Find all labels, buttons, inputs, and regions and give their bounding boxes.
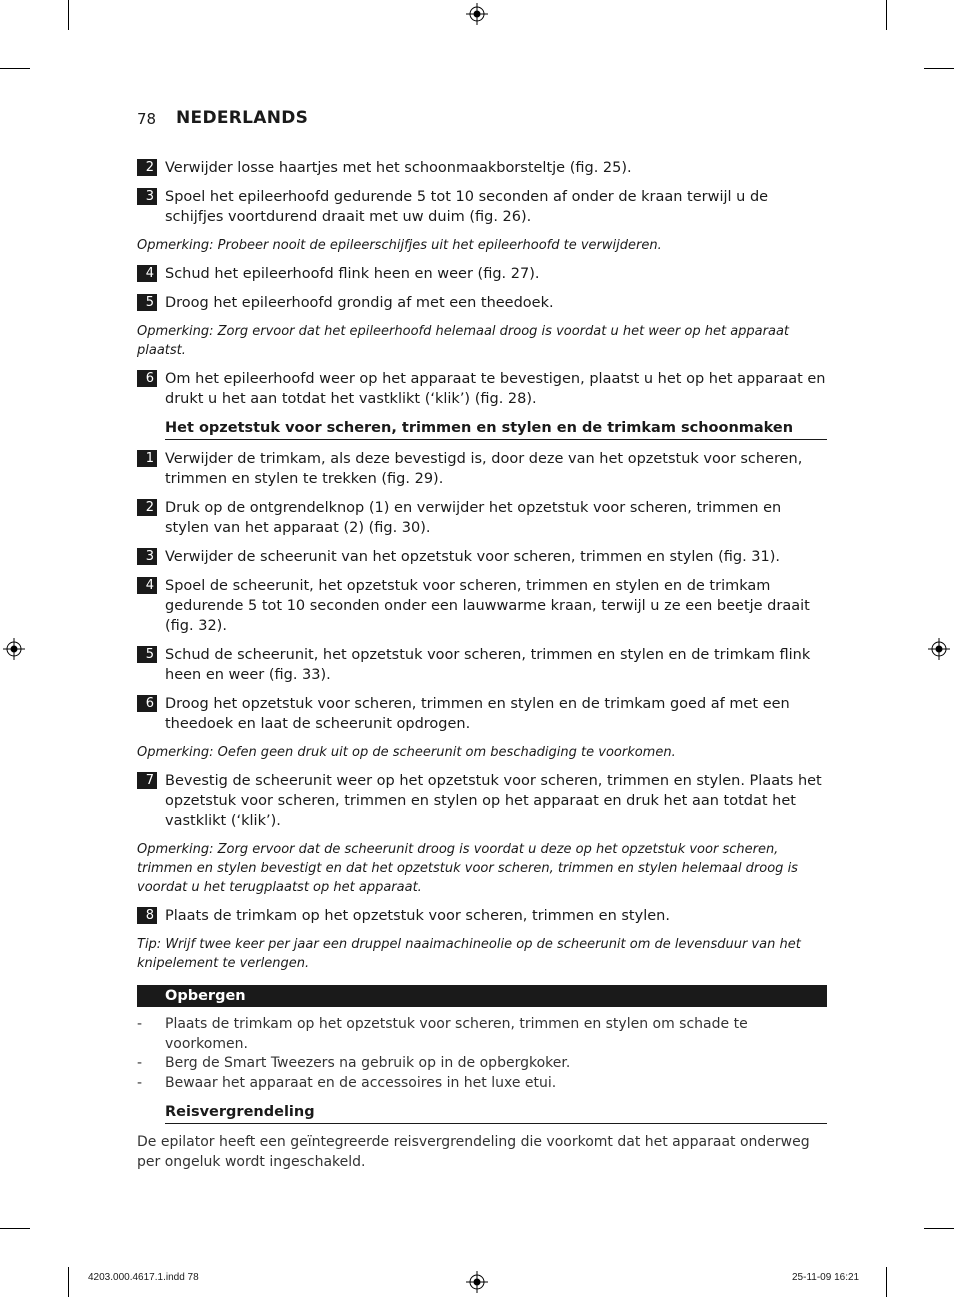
crop-mark bbox=[68, 1267, 69, 1297]
step-text: Verwijder losse haartjes met het schoonmaakborsteltje (fig. 25). bbox=[165, 160, 632, 176]
note: Opmerking: Probeer nooit de epileerschijfjes uit het epileerhoofd te verwijderen. bbox=[137, 238, 662, 253]
step-text: Droog het epileerhoofd grondig af met een theedoek. bbox=[165, 295, 554, 311]
page-content bbox=[137, 158, 827, 1172]
registration-mark-icon bbox=[466, 1271, 488, 1293]
subheading: Het opzetstuk voor scheren, trimmen en stylen en de trimkam schoonmaken bbox=[165, 418, 827, 440]
step-text: Schud het epileerhoofd flink heen en weer (fig. 27). bbox=[165, 266, 540, 282]
subheading: Reisvergrendeling bbox=[165, 1102, 827, 1124]
step-list bbox=[137, 906, 827, 926]
note: Opmerking: Zorg ervoor dat het epileerhoofd helemaal droog is voordat u het weer op het apparaat plaatst. bbox=[137, 324, 790, 358]
bullet-dash: - bbox=[137, 1055, 143, 1071]
step-number: 5 bbox=[137, 294, 157, 311]
bullet-list bbox=[137, 1015, 827, 1093]
body-paragraph: De epilator heeft een geïntegreerde reisvergrendeling die voorkomt dat het apparaat onderweg per ongeluk wordt ingeschakeld. bbox=[137, 1134, 810, 1170]
step-item bbox=[137, 369, 827, 409]
step-number: 3 bbox=[137, 188, 157, 205]
step-number: 2 bbox=[137, 159, 157, 176]
step-list bbox=[137, 369, 827, 409]
step-list bbox=[137, 158, 827, 227]
step-item bbox=[137, 264, 827, 284]
crop-mark bbox=[924, 68, 954, 69]
step-number: 3 bbox=[137, 548, 157, 565]
step-item bbox=[137, 576, 827, 636]
step-number: 8 bbox=[137, 907, 157, 924]
section-bar: Opbergen bbox=[137, 985, 827, 1007]
step-number: 6 bbox=[137, 695, 157, 712]
step-item bbox=[137, 293, 827, 313]
step-text: Druk op de ontgrendelknop (1) en verwijder het opzetstuk voor scheren, trimmen en stylen van het apparaat (2) (fig. 30). bbox=[165, 500, 782, 536]
step-text: Spoel de scheerunit, het opzetstuk voor scheren, trimmen en stylen en de trimkam gedurende 5 tot 10 seconden onder een lauwwarme kraan, terwijl u ze een beetje draait (fig. 32). bbox=[165, 578, 810, 634]
step-item bbox=[137, 906, 827, 926]
step-text: Bevestig de scheerunit weer op het opzetstuk voor scheren, trimmen en stylen. Plaats het opzetstuk voor scheren, trimmen en stylen op het apparaat en druk het aan totdat het vastklikt (‘klik’). bbox=[165, 773, 822, 829]
step-number: 1 bbox=[137, 450, 157, 467]
step-item bbox=[137, 187, 827, 227]
crop-mark bbox=[886, 0, 887, 30]
step-item bbox=[137, 645, 827, 685]
step-number: 4 bbox=[137, 265, 157, 282]
bullet-text: Plaats de trimkam op het opzetstuk voor scheren, trimmen en stylen om schade te voorkomen. bbox=[165, 1016, 748, 1052]
page-number: 78 bbox=[137, 110, 157, 128]
step-item bbox=[137, 158, 827, 178]
step-list bbox=[137, 264, 827, 313]
bullet-text: Berg de Smart Tweezers na gebruik op in de opbergkoker. bbox=[165, 1055, 571, 1071]
step-text: Plaats de trimkam op het opzetstuk voor scheren, trimmen en stylen. bbox=[165, 908, 670, 924]
registration-mark-icon bbox=[466, 3, 488, 25]
footer-datetime: 25-11-09 16:21 bbox=[792, 1272, 860, 1283]
step-text: Verwijder de trimkam, als deze bevestigd is, door deze van het opzetstuk voor scheren, trimmen en stylen te trekken (fig. 29). bbox=[165, 451, 803, 487]
step-item bbox=[137, 771, 827, 831]
note: Opmerking: Oefen geen druk uit op de scheerunit om beschadiging te voorkomen. bbox=[137, 745, 676, 760]
crop-mark bbox=[0, 1228, 30, 1229]
step-number: 6 bbox=[137, 370, 157, 387]
bullet-dash: - bbox=[137, 1074, 143, 1091]
step-item bbox=[137, 449, 827, 489]
registration-mark-icon bbox=[3, 638, 25, 660]
registration-mark-icon bbox=[928, 638, 950, 660]
step-number: 4 bbox=[137, 577, 157, 594]
step-number: 2 bbox=[137, 499, 157, 516]
bullet-item bbox=[137, 1015, 827, 1054]
language-heading: NEDERLANDS bbox=[176, 108, 309, 128]
step-text: Droog het opzetstuk voor scheren, trimmen en stylen en de trimkam goed af met een theedoek en laat de scheerunit opdrogen. bbox=[165, 696, 790, 732]
crop-mark bbox=[924, 1228, 954, 1229]
note: Opmerking: Zorg ervoor dat de scheerunit droog is voordat u deze op het opzetstuk voor scheren, trimmen en stylen bevestigt en dat het opzetstuk voor scheren, trimmen en stylen helemaal droog is voordat u het terugplaatst op het apparaat. bbox=[137, 842, 798, 895]
step-item bbox=[137, 498, 827, 538]
bullet-item bbox=[137, 1074, 827, 1094]
bullet-item bbox=[137, 1054, 827, 1074]
step-text: Om het epileerhoofd weer op het apparaat te bevestigen, plaatst u het op het apparaat en drukt u het aan totdat het vastklikt (‘klik’) (fig. 28). bbox=[165, 371, 826, 407]
footer-file-info: 4203.000.4617.1.indd 78 bbox=[88, 1272, 199, 1283]
step-text: Schud de scheerunit, het opzetstuk voor scheren, trimmen en stylen en de trimkam flink heen en weer (fig. 33). bbox=[165, 647, 811, 683]
crop-mark bbox=[68, 0, 69, 30]
step-item bbox=[137, 547, 827, 567]
step-item bbox=[137, 694, 827, 734]
step-list bbox=[137, 771, 827, 831]
crop-mark bbox=[886, 1267, 887, 1297]
bullet-text: Bewaar het apparaat en de accessoires in het luxe etui. bbox=[165, 1074, 557, 1091]
step-text: Verwijder de scheerunit van het opzetstuk voor scheren, trimmen en stylen (fig. 31). bbox=[165, 549, 781, 565]
tip: Tip: Wrijf twee keer per jaar een druppel naaimachineolie op de scheerunit om de levensduur van het knipelement te verlengen. bbox=[137, 937, 801, 971]
bullet-dash: - bbox=[137, 1016, 143, 1032]
step-text: Spoel het epileerhoofd gedurende 5 tot 10 seconden af onder de kraan terwijl u de schijfjes voortdurend draait met uw duim (fig. 26). bbox=[165, 189, 769, 225]
step-number: 5 bbox=[137, 646, 157, 663]
step-number: 7 bbox=[137, 772, 157, 789]
crop-mark bbox=[0, 68, 30, 69]
step-list bbox=[137, 449, 827, 734]
